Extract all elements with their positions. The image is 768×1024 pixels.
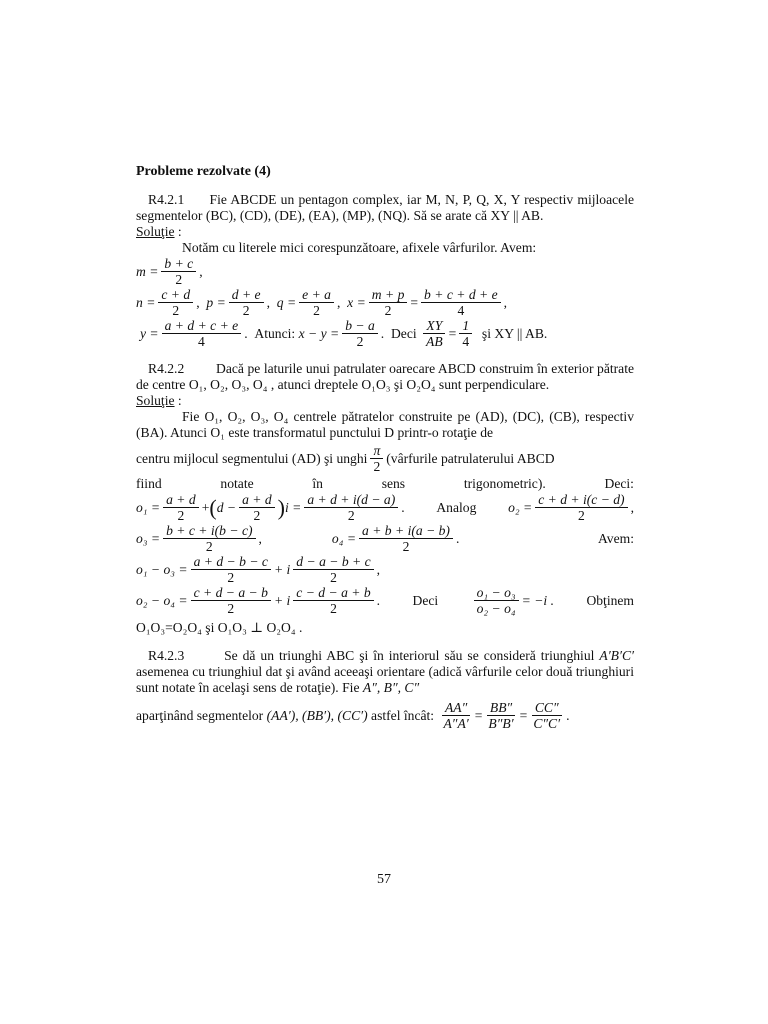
word: notate	[220, 476, 254, 491]
problem-r4-2-1	[136, 192, 634, 349]
numerator: b − a	[342, 318, 378, 334]
numerator: a + d	[239, 492, 275, 508]
word: sens	[381, 476, 406, 491]
conclusion-text: şi XY || AB.	[481, 325, 548, 341]
paren-term: d −	[216, 499, 237, 515]
ratio-line	[136, 700, 634, 731]
fraction	[293, 554, 373, 585]
numerator: a + d − b − c	[191, 554, 271, 570]
fraction	[191, 554, 271, 585]
denominator: 2	[577, 508, 585, 523]
eq-lhs: n =	[136, 294, 156, 310]
fraction	[421, 287, 501, 318]
fraction	[229, 287, 264, 318]
statement-text: Dacă pe laturile unui patrulater oarecare ABCD construim în exterior pătrate de centre O₁, O₂, O₃, O₄ , atunci dreptele O₁O₃ şi O₂O₄ sunt perpendiculare.	[136, 361, 634, 392]
numerator: d + e	[229, 287, 264, 303]
equals-sign: =	[474, 707, 483, 723]
denominator: 2	[347, 508, 355, 523]
eq-lhs: o₄ =	[331, 530, 357, 546]
problem-statement	[136, 648, 634, 696]
word: fiind	[136, 476, 162, 491]
denominator: 2	[205, 539, 213, 554]
solution-label: Soluţie	[136, 393, 175, 408]
fraction	[293, 585, 373, 616]
eq-tail: .	[244, 325, 248, 341]
denominator: 2	[402, 539, 410, 554]
equals-sign: =	[448, 325, 457, 341]
eq-tail: ,	[630, 499, 634, 515]
problem-id: R4.2.1	[148, 192, 185, 207]
eq-i: i =	[284, 499, 302, 515]
denominator: B″B′	[488, 716, 514, 731]
denominator: 2	[330, 601, 337, 616]
fraction	[163, 523, 255, 554]
numerator: XY	[423, 318, 445, 334]
eq-tail: .	[566, 707, 570, 723]
numerator: BB″	[487, 700, 515, 716]
word: trigonometric).	[463, 476, 546, 491]
numerator: m + p	[369, 287, 408, 303]
denominator: 4	[198, 334, 205, 349]
eq-tail: .	[455, 530, 460, 546]
fraction	[161, 256, 196, 287]
numerator: a + b + i(a − b)	[359, 523, 453, 539]
numerator: b + c + d + e	[421, 287, 501, 303]
astfel-text: astfel încât:	[371, 707, 435, 723]
numerator: c + d + i(c − d)	[535, 492, 627, 508]
statement-text: Se dă un triunghi ABC şi în interiorul său se consideră triunghiul	[224, 648, 595, 663]
fraction	[191, 585, 271, 616]
centru-text: centru mijlocul segmentului (AD) şi unghi	[136, 450, 368, 466]
numerator: c − d − a + b	[293, 585, 373, 601]
solution-heading	[136, 224, 634, 240]
eq-lhs: m =	[136, 263, 159, 279]
denominator: AB	[426, 334, 443, 349]
equation-m	[136, 256, 634, 287]
numerator: π	[370, 443, 383, 459]
numerator: a + d + c + e	[162, 318, 242, 334]
eq-tail: .	[401, 499, 405, 515]
fraction	[304, 492, 398, 523]
eq-tail: ,	[258, 530, 262, 546]
numerator: d − a − b + c	[293, 554, 373, 570]
solution-colon: :	[174, 393, 182, 408]
fraction	[535, 492, 627, 523]
numerator: AA″	[442, 700, 470, 716]
eq-tail: ,	[376, 561, 381, 577]
fiind-line	[136, 476, 634, 492]
plus-i: + i	[273, 561, 291, 577]
word: în	[312, 476, 323, 491]
left-paren: (	[209, 494, 217, 520]
eq-rhs: = −i .	[521, 592, 554, 608]
numerator: a + d	[163, 492, 199, 508]
numerator: c + d	[158, 287, 193, 303]
eq-lhs: y =	[140, 325, 159, 341]
atunci-text: Atunci:	[254, 325, 296, 341]
fraction	[485, 700, 516, 731]
triangle-name: A′B′C′	[599, 648, 635, 663]
fraction	[299, 287, 334, 318]
eq-lhs: o₂ − o₄ =	[136, 592, 188, 608]
eq-lhs: p =	[206, 294, 226, 310]
numerator: e + a	[299, 287, 334, 303]
statement-text: Fie ABCDE un pentagon complex, iar M, N, P, Q, X, Y respectiv mijloacele segmentelor (BC), (CD), (DE), (EA), (MP), (NQ). Să se arate că XY || AB.	[136, 192, 634, 223]
angle-tail-text: (vârfurile patrulaterului ABCD	[386, 450, 555, 466]
eq-lhs: o₂ =	[508, 499, 533, 515]
numerator: a + d + i(d − a)	[304, 492, 398, 508]
equals-sign: =	[519, 707, 528, 723]
denominator: 2	[177, 508, 185, 523]
fraction	[369, 287, 408, 318]
denominator: 2	[175, 272, 183, 287]
denominator: o₂ − o₄	[476, 601, 516, 616]
obtinem-text: Obţinem	[586, 592, 635, 608]
problem-r4-2-2	[136, 361, 634, 636]
eq-lhs: x − y =	[298, 325, 340, 341]
section-title: Probleme rezolvate (4)	[136, 164, 271, 179]
fraction	[342, 318, 378, 349]
equation-o1-minus-o3	[136, 554, 634, 585]
solution-colon: :	[174, 224, 182, 239]
denominator: 2	[313, 303, 320, 318]
problem-r4-2-3	[136, 648, 634, 731]
denominator: 2	[330, 570, 337, 585]
eq-tail: ,	[199, 263, 203, 279]
fraction	[162, 318, 242, 349]
solution-text: Fie O₁, O₂, O₃, O₄ centrele pătratelor construite pe (AD), (DC), (CB), respectiv (BA). Atunci O₁ este transformatul punctului D printr-o rotaţie de	[136, 409, 634, 440]
page-number: 57	[377, 872, 391, 887]
eq-lhs: x =	[347, 294, 366, 310]
eq-lhs: o₁ =	[136, 499, 161, 515]
points-name: A″, B″, C″	[362, 680, 420, 695]
deci-text: Deci	[390, 325, 417, 341]
eq-tail: ,	[196, 294, 200, 310]
fraction	[370, 443, 383, 474]
denominator: 2	[253, 508, 261, 523]
denominator: 2	[356, 334, 364, 349]
final-result: O₁O₃=O₂O₄ şi O₁O₃ ⊥ O₂O₄ .	[136, 620, 303, 635]
denominator: C″C′	[533, 716, 561, 731]
denominator: 2	[172, 303, 180, 318]
equation-npqx	[136, 287, 634, 318]
eq-lhs: q =	[276, 294, 297, 310]
denominator: 2	[227, 601, 235, 616]
plus-i: + i	[273, 592, 291, 608]
plus-sign: +	[201, 499, 210, 515]
fraction	[459, 318, 472, 349]
equals-sign: =	[410, 294, 419, 310]
numerator: CC″	[532, 700, 562, 716]
fraction	[359, 523, 453, 554]
document-page	[136, 160, 634, 731]
fraction	[158, 287, 193, 318]
eq-lhs: o₃ =	[136, 530, 161, 546]
right-paren: )	[277, 494, 285, 520]
apart-text: aparţinând segmentelor	[136, 707, 264, 723]
equation-y	[140, 318, 634, 349]
word: Deci:	[604, 476, 634, 491]
denominator: 2	[373, 459, 381, 474]
denominator: 2	[242, 303, 250, 318]
denominator: 4	[462, 334, 470, 349]
equation-o1-o2	[136, 492, 634, 523]
denominator: 4	[457, 303, 465, 318]
denominator: A″A′	[443, 716, 469, 731]
fraction	[423, 318, 446, 349]
deci-text: Deci	[412, 592, 439, 608]
statement-text-2: asemenea cu triunghiul dat şi având aceeaşi orientare (adică vârfurile celor două triunghiuri sunt notate în acelaşi sens de rotaţie). Fie	[136, 664, 634, 695]
numerator: o₁ − o₃	[474, 585, 519, 601]
denominator: 2	[227, 570, 235, 585]
solution-label: Soluţie	[136, 224, 175, 239]
fraction	[239, 492, 275, 523]
eq-tail: .	[380, 325, 385, 341]
eq-tail: ,	[503, 294, 508, 310]
fraction	[530, 700, 563, 731]
segments-text: (AA′), (BB′), (CC′)	[266, 707, 368, 723]
numerator: b + c + i(b − c)	[163, 523, 255, 539]
fraction	[163, 492, 199, 523]
numerator: b + c	[161, 256, 196, 272]
eq-tail: ,	[266, 294, 270, 310]
centru-line	[136, 443, 634, 474]
eq-tail: .	[376, 592, 381, 608]
numerator: c + d − a − b	[191, 585, 271, 601]
equation-o2-minus-o4	[136, 585, 634, 616]
numerator: 1	[459, 318, 472, 334]
equation-o3-o4	[136, 523, 634, 554]
analog-text: Analog	[436, 499, 477, 515]
fraction	[474, 585, 519, 616]
solution-intro: Notăm cu literele mici corespunzătoare, afixele vârfurilor. Avem:	[182, 240, 537, 255]
eq-tail: ,	[336, 294, 341, 310]
problem-statement	[136, 192, 634, 224]
problem-id: R4.2.2	[148, 361, 185, 376]
fraction	[440, 700, 471, 731]
problem-id: R4.2.3	[148, 648, 185, 663]
solution-heading	[136, 393, 634, 409]
avem-text: Avem:	[598, 530, 634, 546]
denominator: 2	[384, 303, 392, 318]
problem-statement	[136, 361, 634, 393]
eq-lhs: o₁ − o₃ =	[136, 561, 188, 577]
